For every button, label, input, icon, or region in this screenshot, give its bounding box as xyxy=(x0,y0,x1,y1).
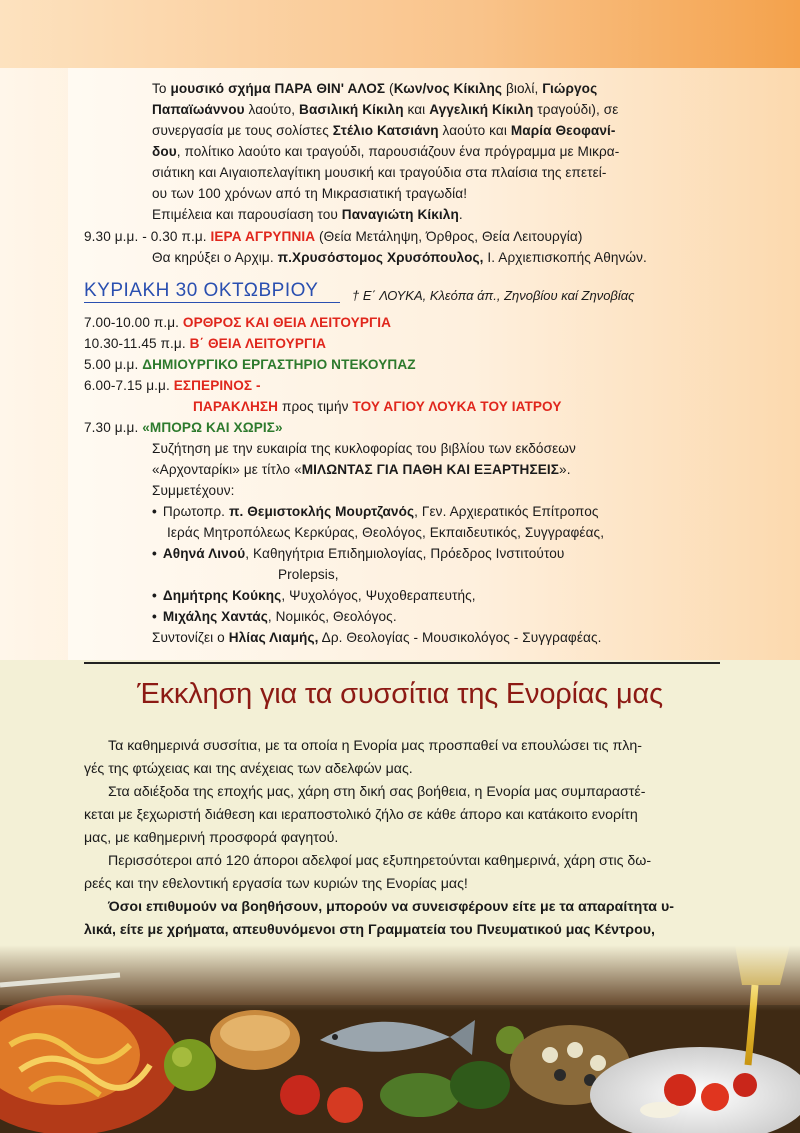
bullet-icon: • xyxy=(152,546,157,561)
discussion-line-1: Συζήτηση με την ευκαιρία της κυκλοφορίας του βιβλίου των εκδόσεων xyxy=(152,441,576,456)
concert-line-2: Παπαϊωάννου λαούτο, Βασιλική Κίκιλη και Αγγελική Κίκιλη τραγούδι), σε xyxy=(152,102,619,117)
appeal-line-4: κεται με ξεχωριστή διάθεση και ιεραποστολικό ζήλο σε κάθε άπορο και κατάκοιτο ενορίτη xyxy=(84,807,638,823)
appeal-title: Έκκληση για τα συσσίτια της Ενορίας μας xyxy=(137,678,663,710)
discussion-line-2: «Αρχονταρίκι» με τίτλο «ΜΙΛΩΝΤΑΣ ΓΙΑ ΠΑΘΗ ΚΑΙ ΕΞΑΡΤΗΣΕΙΣ». xyxy=(152,462,571,477)
schedule-orthros: 7.00-10.00 π.μ. ΟΡΘΡΟΣ ΚΑΙ ΘΕΙΑ ΛΕΙΤΟΥΡΓΙΑ xyxy=(84,315,392,330)
schedule-discussion: 7.30 μ.μ. «ΜΠΟΡΩ ΚΑΙ ΧΩΡΙΣ» xyxy=(84,420,283,435)
appeal-line-5: μας, με καθημερινή προσφορά φαγητού. xyxy=(84,830,339,846)
participants-label: Συμμετέχουν: xyxy=(152,483,235,498)
moderator-line: Συντονίζει ο Ηλίας Λιαμής, Δρ. Θεολογίας - Μουσικολόγος - Συγγραφέας. xyxy=(152,630,602,645)
bullet-icon: • xyxy=(152,588,157,603)
participant-1: • Πρωτοπρ. π. Θεμιστοκλής Μουρτζανός, Γεν. Αρχιερατικός Επίτροπος xyxy=(152,504,599,519)
participant-1-cont: Ιεράς Μητροπόλεως Κερκύρας, Θεολόγος, Εκπαιδευτικός, Συγγραφέας, xyxy=(167,525,605,540)
food-collage-image xyxy=(0,945,800,1133)
participant-2: • Αθηνά Λινού, Καθηγήτρια Επιδημιολογίας, Πρόεδρος Ινστιτούτου xyxy=(152,546,565,561)
schedule-paraklisi: ΠΑΡΑΚΛΗΣΗ προς τιμήν ΤΟΥ ΑΓΙΟΥ ΛΟΥΚΑ ΤΟΥ ΙΑΤΡΟΥ xyxy=(193,399,562,414)
concert-line-6: ου των 100 χρόνων από τη Μικρασιατική τραγωδία! xyxy=(152,186,468,201)
concert-line-1: Το μουσικό σχήμα ΠΑΡΑ ΘΙΝ' ΑΛΟΣ (Κων/νος Κίκιλης βιολί, Γιώργος xyxy=(152,81,598,96)
appeal-line-7: ρεές και την εθελοντική εργασία των κυριών της Ενορίας μας! xyxy=(84,876,468,892)
schedule-second-liturgy: 10.30-11.45 π.μ. Β΄ ΘΕΙΑ ΛΕΙΤΟΥΡΓΙΑ xyxy=(84,336,327,351)
preacher-line: Θα κηρύξει ο Αρχιμ. π.Χρυσόστομος Χρυσόπουλος, Ι. Αρχιεπισκοπής Αθηνών. xyxy=(152,250,647,265)
appeal-line-9: λικά, είτε με χρήματα, απευθυνόμενοι στη Γραμματεία του Πνευματικού μας Κέντρου, xyxy=(84,922,655,938)
section-divider xyxy=(84,662,720,664)
participant-2-cont: Prolepsis, xyxy=(278,567,339,582)
concert-line-3: συνεργασία με τους σολίστες Στέλιο Κατσιάνη λαούτο και Μαρία Θεοφανί- xyxy=(152,123,616,138)
concert-line-5: σιάτικη και Αιγαιοπελαγίτικη μουσική και τραγούδια στα πλαίσια της επετεί- xyxy=(152,165,607,180)
appeal-line-3: Στα αδιέξοδα της εποχής μας, χάρη στη δική σας βοήθεια, η Ενορία μας συμπαραστέ- xyxy=(108,784,646,800)
schedule-workshop: 5.00 μ.μ. ΔΗΜΙΟΥΡΓΙΚΟ ΕΡΓΑΣΤΗΡΙΟ ΝΤΕΚΟΥΠΑΖ xyxy=(84,357,416,372)
appeal-line-6: Περισσότεροι από 120 άποροι αδελφοί μας εξυπηρετούνται καθημερινά, χάρη στις δω- xyxy=(108,853,652,869)
participant-4: • Μιχάλης Χαντάς, Νομικός, Θεολόγος. xyxy=(152,609,397,624)
sunday-heading-underline xyxy=(84,302,340,303)
appeal-line-8: Όσοι επιθυμούν να βοηθήσουν, μπορούν να συνεισφέρουν είτε με τα απαραίτητα υ- xyxy=(108,899,674,915)
vigil-line: 9.30 μ.μ. - 0.30 π.μ. ΙΕΡΑ ΑΓΡΥΠΝΙΑ (Θεία Μετάληψη, Όρθρος, Θεία Λειτουργία) xyxy=(84,229,583,244)
saint-of-day: † Ε΄ ΛΟΥΚΑ, Κλεόπα άπ., Ζηνοβίου καί Ζηνοβίας xyxy=(352,288,635,303)
concert-line-4: δου, πολίτικο λαούτο και τραγούδι, παρουσιάζουν ένα πρόγραμμα με Μικρα- xyxy=(152,144,620,159)
bullet-icon: • xyxy=(152,609,157,624)
appeal-line-2: γές της φτώχειας και της ανέχειας των αδελφών μας. xyxy=(84,761,413,777)
bullet-icon: • xyxy=(152,504,157,519)
schedule-vespers: 6.00-7.15 μ.μ. ΕΣΠΕΡΙΝΟΣ - xyxy=(84,378,261,393)
sunday-heading: ΚΥΡΙΑΚΗ 30 ΟΚΤΩΒΡΙΟΥ xyxy=(84,280,319,301)
appeal-line-1: Τα καθημερινά συσσίτια, με τα οποία η Ενορία μας προσπαθεί να επουλώσει τις πλη- xyxy=(108,738,642,754)
concert-curation: Επιμέλεια και παρουσίαση του Παναγιώτη Κίκιλη. xyxy=(152,207,463,222)
participant-3: • Δημήτρης Κούκης, Ψυχολόγος, Ψυχοθεραπευτής, xyxy=(152,588,476,603)
